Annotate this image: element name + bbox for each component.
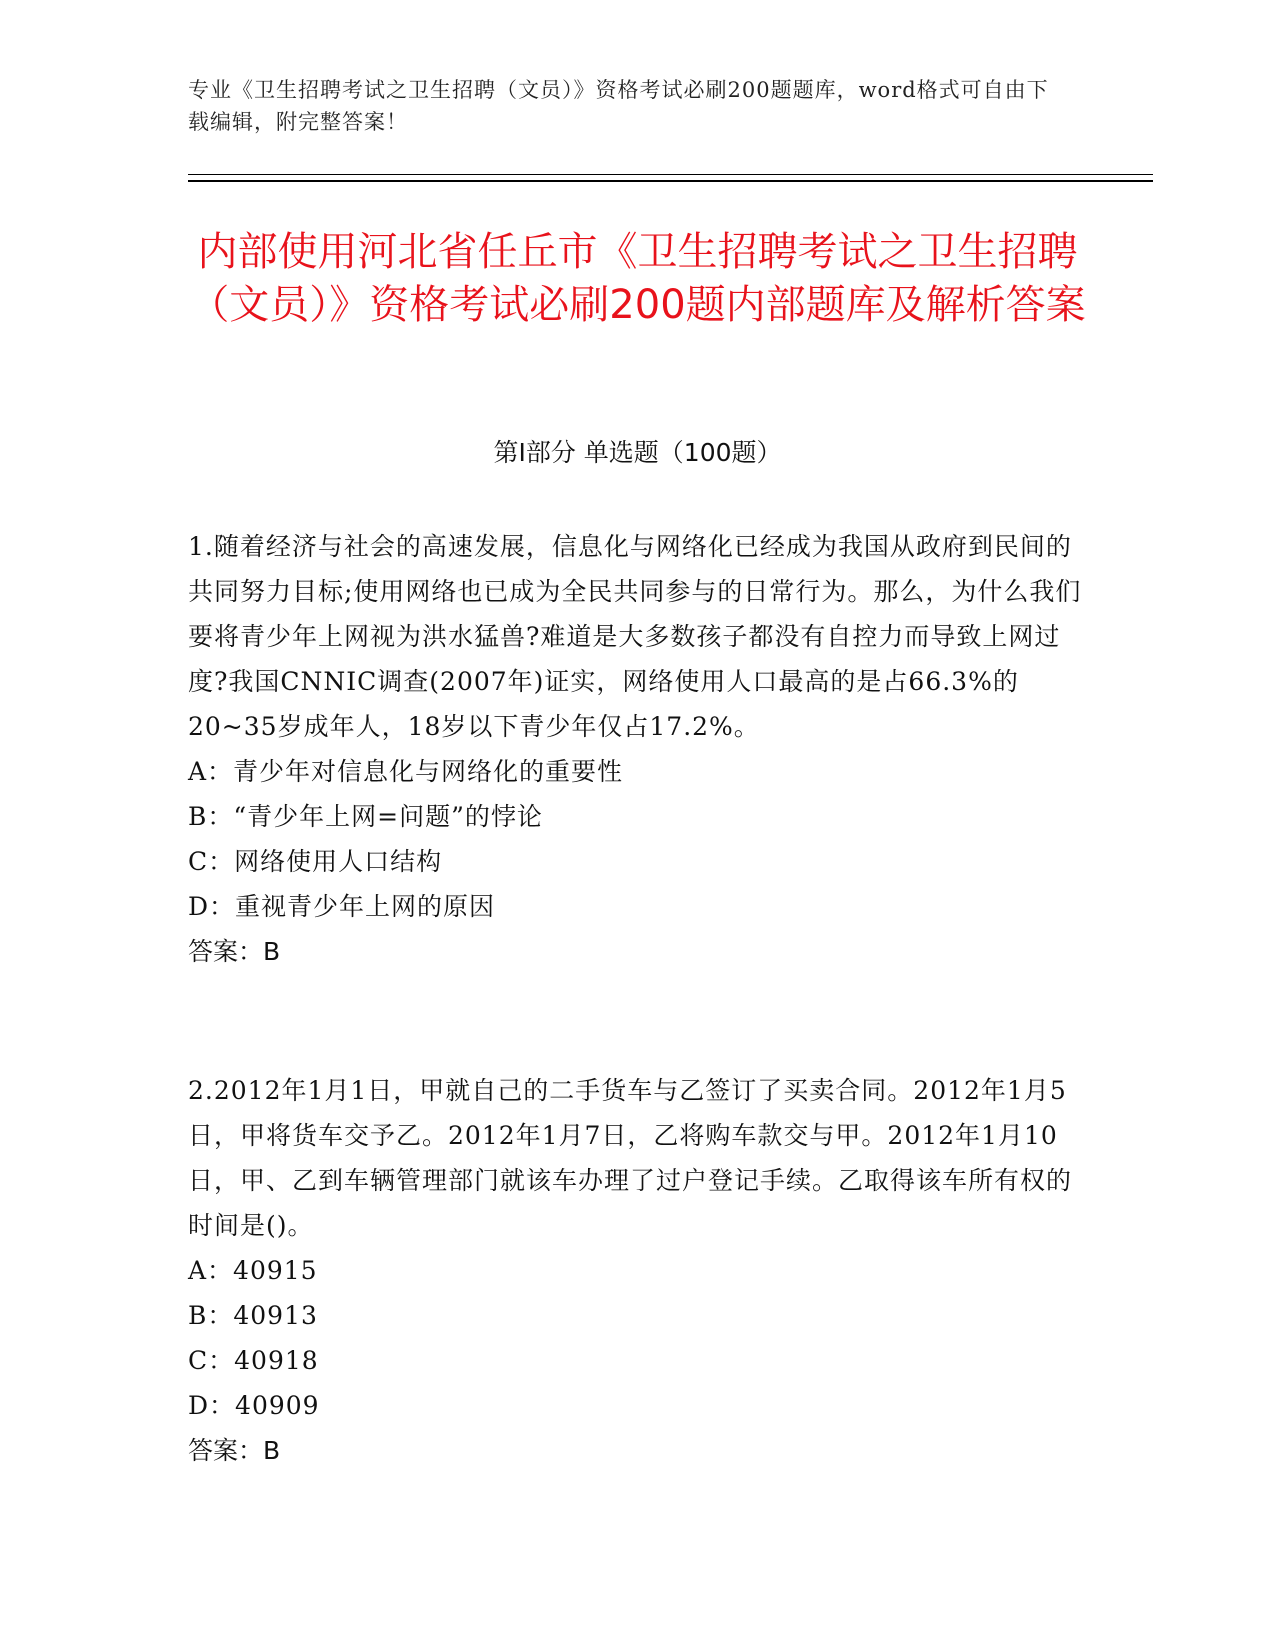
header-note: 专业《卫生招聘考试之卫生招聘（文员）》资格考试必刷200题题库，word格式可自由下载编辑，附完整答案！: [188, 78, 1049, 134]
answer: 答案：B: [188, 937, 281, 966]
document-title: 内部使用河北省任丘市《卫生招聘考试之卫生招聘（文员）》资格考试必刷200题内部题库及解析答案: [189, 229, 1086, 328]
option-b: B：“青少年上网=问题”的悖论: [188, 802, 543, 831]
header-divider-thin: [188, 174, 1153, 175]
header-divider-thick: [188, 180, 1153, 182]
question-2: [188, 1068, 1093, 1473]
option-d: D：40909: [188, 1391, 320, 1420]
option-d: D：重视青少年上网的原因: [188, 892, 496, 921]
option-a: A：青少年对信息化与网络化的重要性: [188, 757, 624, 786]
answer: 答案：B: [188, 1436, 281, 1465]
question-1: [188, 524, 1093, 974]
option-c: C：网络使用人口结构: [188, 847, 443, 876]
question-stem: 2.2012年1月1日，甲就自己的二手货车与乙签订了买卖合同。2012年1月5日，甲将货车交予乙。2012年1月7日，乙将购车款交与甲。2012年1月10日，甲、乙到车辆管理部门就该车办理了过户登记手续。乙取得该车所有权的时间是()。: [188, 1076, 1073, 1240]
option-b: B：40913: [188, 1301, 318, 1330]
section-title: 第Ⅰ部分 单选题（100题）: [493, 438, 782, 467]
question-stem: 1.随着经济与社会的高速发展，信息化与网络化已经成为我国从政府到民间的共同努力目标;使用网络也已成为全民共同参与的日常行为。那么，为什么我们要将青少年上网视为洪水猛兽?难道是大多数孩子都没有自控力而导致上网过度?我国CNNIC调查(2007年)证实，网络使用人口最高的是占66.3%的20~35岁成年人，18岁以下青少年仅占17.2%。: [188, 532, 1082, 741]
option-a: A：40915: [188, 1256, 318, 1285]
option-c: C：40918: [188, 1346, 319, 1375]
